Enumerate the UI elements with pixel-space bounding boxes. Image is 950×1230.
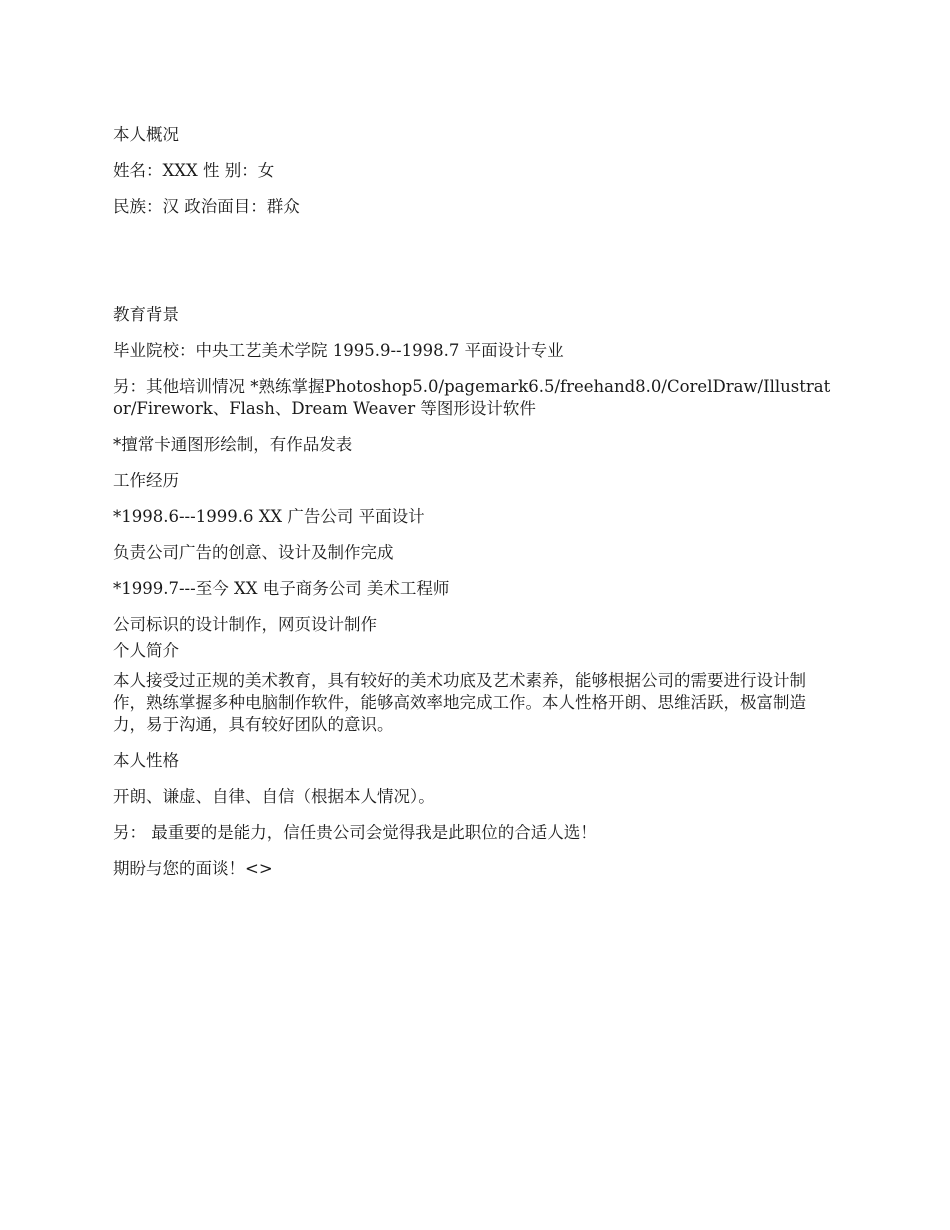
job2-description: 公司标识的设计制作，网页设计制作	[113, 615, 377, 634]
job1-title: *1998.6---1999.6 XX 广告公司 平面设计	[113, 507, 425, 526]
traits-line: 开朗、谦虚、自律、自信（根据本人情况）。	[113, 787, 435, 806]
cartoon-line: *擅常卡通图形绘制，有作品发表	[113, 435, 353, 454]
profile-paragraph: 本人接受过正规的美术教育，具有较好的美术功底及艺术素养，能够根据公司的需要进行设计制作，熟练掌握多种电脑制作软件，能够高效率地完成工作。本人性格开朗、思维活跃，极富制造力，易于沟通，具有较好团队的意识。	[113, 671, 806, 734]
work-heading: 工作经历	[113, 471, 179, 490]
job1-description: 负责公司广告的创意、设计及制作完成	[113, 543, 394, 562]
profile-heading: 个人简介	[113, 641, 179, 660]
job2-title: *1999.7---至今 XX 电子商务公司 美术工程师	[113, 579, 450, 598]
personality-heading: 本人性格	[113, 751, 179, 770]
overview-heading: 本人概况	[113, 125, 179, 144]
training-paragraph: 另：其他培训情况 *熟练掌握Photoshop5.0/pagemark6.5/freehand8.0/CorelDraw/Illustrator/Firework、Flash、Dream Weaver 等图形设计软件	[113, 377, 831, 418]
ethnicity-politics-line: 民族：汉 政治面目：群众	[113, 197, 300, 216]
closing-line: 期盼与您的面谈！<>	[113, 859, 273, 878]
resume-document	[113, 124, 835, 880]
education-heading: 教育背景	[113, 305, 179, 324]
school-line: 毕业院校：中央工艺美术学院 1995.9--1998.7 平面设计专业	[113, 341, 564, 360]
name-gender-line: 姓名：XXX 性 别：女	[113, 161, 275, 180]
note-line: 另： 最重要的是能力，信任贵公司会觉得我是此职位的合适人选！	[113, 823, 597, 842]
